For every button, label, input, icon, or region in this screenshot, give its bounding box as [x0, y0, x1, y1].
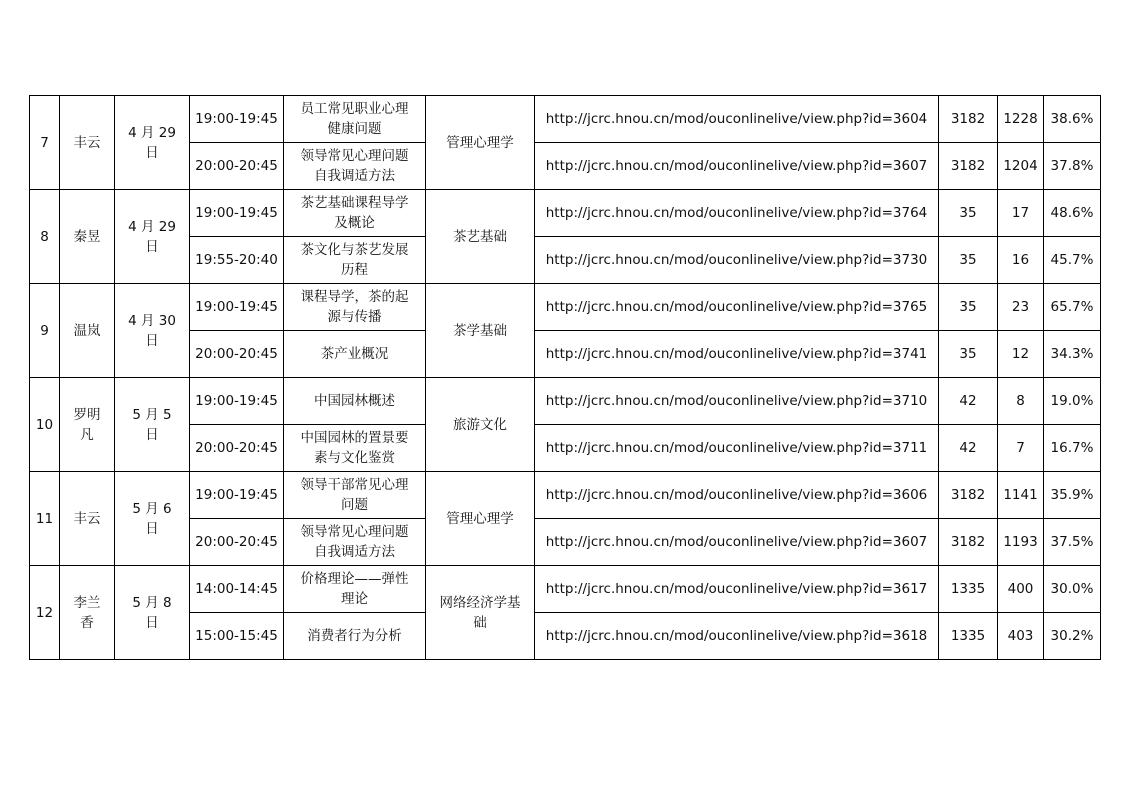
- attended-count-cell: 7: [998, 425, 1044, 472]
- table-row: [30, 143, 1101, 190]
- attended-count-cell: 403: [998, 613, 1044, 660]
- table-row: [30, 519, 1101, 566]
- attended-count-cell: 400: [998, 566, 1044, 613]
- enrolled-count-cell: 3182: [939, 472, 998, 519]
- date-cell: 5 月 6 日: [115, 472, 190, 566]
- session-time-cell: 19:00-19:45: [190, 284, 284, 331]
- table-row: [30, 472, 1101, 519]
- date-cell: 5 月 5 日: [115, 378, 190, 472]
- attendance-rate-cell: 34.3%: [1044, 331, 1101, 378]
- course-cell: 管理心理学: [426, 472, 535, 566]
- session-topic-cell: 价格理论——弹性理论: [284, 566, 426, 613]
- session-link[interactable]: http://jcrc.hnou.cn/mod/ouconlinelive/view.php?id=3618: [535, 613, 939, 660]
- teacher-cell: 丰云: [60, 96, 115, 190]
- session-topic-cell: 课程导学，茶的起源与传播: [284, 284, 426, 331]
- session-link[interactable]: http://jcrc.hnou.cn/mod/ouconlinelive/view.php?id=3606: [535, 472, 939, 519]
- date-cell: 4 月 29 日: [115, 96, 190, 190]
- table-row: [30, 284, 1101, 331]
- attendance-rate-cell: 30.0%: [1044, 566, 1101, 613]
- attended-count-cell: 1204: [998, 143, 1044, 190]
- session-link[interactable]: http://jcrc.hnou.cn/mod/ouconlinelive/view.php?id=3607: [535, 519, 939, 566]
- table-row: [30, 96, 1101, 143]
- table-row: [30, 566, 1101, 613]
- session-time-cell: 19:00-19:45: [190, 96, 284, 143]
- course-cell: 旅游文化: [426, 378, 535, 472]
- enrolled-count-cell: 1335: [939, 566, 998, 613]
- group-number-cell: 7: [30, 96, 60, 190]
- group-number-cell: 9: [30, 284, 60, 378]
- table-row: [30, 425, 1101, 472]
- session-link[interactable]: http://jcrc.hnou.cn/mod/ouconlinelive/view.php?id=3711: [535, 425, 939, 472]
- teacher-cell: 罗明凡: [60, 378, 115, 472]
- teacher-cell: 温岚: [60, 284, 115, 378]
- table-row: [30, 378, 1101, 425]
- attendance-rate-cell: 30.2%: [1044, 613, 1101, 660]
- session-topic-cell: 茶产业概况: [284, 331, 426, 378]
- teacher-cell: 秦昱: [60, 190, 115, 284]
- attended-count-cell: 1141: [998, 472, 1044, 519]
- session-time-cell: 19:00-19:45: [190, 472, 284, 519]
- session-topic-cell: 领导常见心理问题自我调适方法: [284, 519, 426, 566]
- session-topic-cell: 中国园林的置景要素与文化鉴赏: [284, 425, 426, 472]
- session-topic-cell: 茶艺基础课程导学及概论: [284, 190, 426, 237]
- session-link[interactable]: http://jcrc.hnou.cn/mod/ouconlinelive/view.php?id=3741: [535, 331, 939, 378]
- session-topic-cell: 领导常见心理问题自我调适方法: [284, 143, 426, 190]
- session-time-cell: 19:00-19:45: [190, 378, 284, 425]
- session-time-cell: 19:00-19:45: [190, 190, 284, 237]
- attendance-rate-cell: 16.7%: [1044, 425, 1101, 472]
- enrolled-count-cell: 42: [939, 425, 998, 472]
- attendance-rate-cell: 37.5%: [1044, 519, 1101, 566]
- table-row: [30, 613, 1101, 660]
- attendance-rate-cell: 35.9%: [1044, 472, 1101, 519]
- session-link[interactable]: http://jcrc.hnou.cn/mod/ouconlinelive/view.php?id=3607: [535, 143, 939, 190]
- session-link[interactable]: http://jcrc.hnou.cn/mod/ouconlinelive/view.php?id=3710: [535, 378, 939, 425]
- enrolled-count-cell: 3182: [939, 519, 998, 566]
- group-number-cell: 10: [30, 378, 60, 472]
- enrolled-count-cell: 42: [939, 378, 998, 425]
- course-cell: 茶艺基础: [426, 190, 535, 284]
- attended-count-cell: 12: [998, 331, 1044, 378]
- attended-count-cell: 23: [998, 284, 1044, 331]
- session-topic-cell: 茶文化与茶艺发展历程: [284, 237, 426, 284]
- session-time-cell: 20:00-20:45: [190, 425, 284, 472]
- session-link[interactable]: http://jcrc.hnou.cn/mod/ouconlinelive/view.php?id=3604: [535, 96, 939, 143]
- session-time-cell: 20:00-20:45: [190, 519, 284, 566]
- enrolled-count-cell: 35: [939, 284, 998, 331]
- attendance-rate-cell: 65.7%: [1044, 284, 1101, 331]
- date-cell: 5 月 8 日: [115, 566, 190, 660]
- table-row: [30, 190, 1101, 237]
- session-topic-cell: 员工常见职业心理健康问题: [284, 96, 426, 143]
- enrolled-count-cell: 3182: [939, 96, 998, 143]
- session-topic-cell: 领导干部常见心理问题: [284, 472, 426, 519]
- session-time-cell: 20:00-20:45: [190, 143, 284, 190]
- attendance-rate-cell: 45.7%: [1044, 237, 1101, 284]
- session-link[interactable]: http://jcrc.hnou.cn/mod/ouconlinelive/view.php?id=3730: [535, 237, 939, 284]
- attended-count-cell: 16: [998, 237, 1044, 284]
- session-link[interactable]: http://jcrc.hnou.cn/mod/ouconlinelive/view.php?id=3765: [535, 284, 939, 331]
- session-topic-cell: 消费者行为分析: [284, 613, 426, 660]
- attendance-rate-cell: 38.6%: [1044, 96, 1101, 143]
- group-number-cell: 8: [30, 190, 60, 284]
- attended-count-cell: 1228: [998, 96, 1044, 143]
- session-time-cell: 15:00-15:45: [190, 613, 284, 660]
- session-time-cell: 20:00-20:45: [190, 331, 284, 378]
- session-link[interactable]: http://jcrc.hnou.cn/mod/ouconlinelive/view.php?id=3617: [535, 566, 939, 613]
- attendance-rate-cell: 48.6%: [1044, 190, 1101, 237]
- attended-count-cell: 1193: [998, 519, 1044, 566]
- session-time-cell: 19:55-20:40: [190, 237, 284, 284]
- enrolled-count-cell: 35: [939, 190, 998, 237]
- table-row: [30, 331, 1101, 378]
- teacher-cell: 李兰香: [60, 566, 115, 660]
- session-time-cell: 14:00-14:45: [190, 566, 284, 613]
- group-number-cell: 12: [30, 566, 60, 660]
- course-cell: 网络经济学基础: [426, 566, 535, 660]
- attended-count-cell: 17: [998, 190, 1044, 237]
- enrolled-count-cell: 1335: [939, 613, 998, 660]
- enrolled-count-cell: 35: [939, 237, 998, 284]
- session-topic-cell: 中国园林概述: [284, 378, 426, 425]
- enrolled-count-cell: 3182: [939, 143, 998, 190]
- teacher-cell: 丰云: [60, 472, 115, 566]
- course-cell: 管理心理学: [426, 96, 535, 190]
- group-number-cell: 11: [30, 472, 60, 566]
- enrolled-count-cell: 35: [939, 331, 998, 378]
- date-cell: 4 月 30 日: [115, 284, 190, 378]
- session-link[interactable]: http://jcrc.hnou.cn/mod/ouconlinelive/view.php?id=3764: [535, 190, 939, 237]
- course-cell: 茶学基础: [426, 284, 535, 378]
- date-cell: 4 月 29 日: [115, 190, 190, 284]
- attended-count-cell: 8: [998, 378, 1044, 425]
- schedule-body: [30, 96, 1101, 660]
- attendance-rate-cell: 19.0%: [1044, 378, 1101, 425]
- live-schedule-table: [29, 95, 1101, 660]
- table-row: [30, 237, 1101, 284]
- attendance-rate-cell: 37.8%: [1044, 143, 1101, 190]
